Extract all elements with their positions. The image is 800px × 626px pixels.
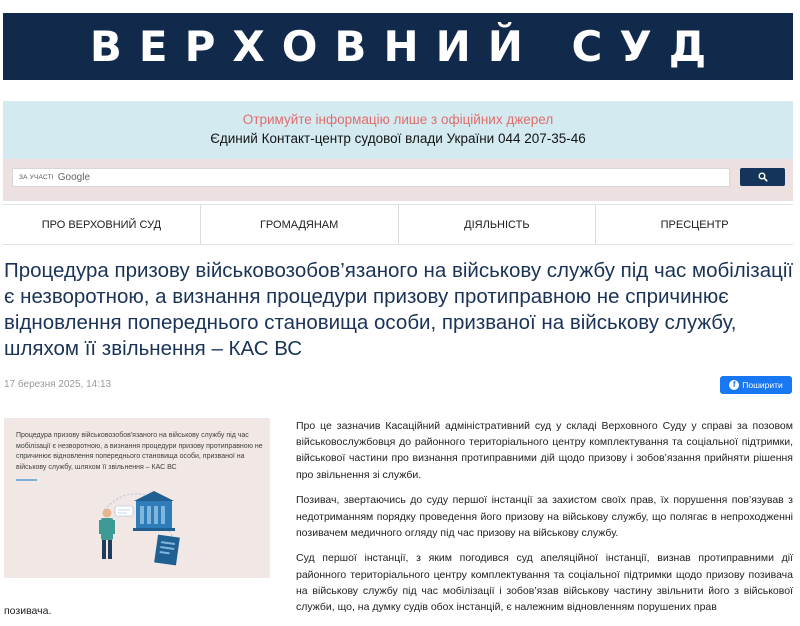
nav-item-citizens[interactable]: ГРОМАДЯНАМ — [200, 205, 398, 244]
article-body — [296, 418, 793, 625]
search-input[interactable] — [90, 169, 729, 186]
facebook-icon: f — [729, 380, 739, 390]
nav-item-press-center[interactable]: ПРЕСЦЕНТР — [595, 205, 793, 244]
search-bar — [3, 159, 793, 201]
article-paragraph-tail: позивача. — [4, 605, 52, 617]
article-paragraph: Про це зазначив Касаційний адміністративний суд у складі Верховного Суду у справі за позовом військовослужбовця до районного територіального центру комплектування та соціальної підтримки, військової частини про визнання протиправними дій щодо призову і зобов’язання прийняти рішення про звільнення зі служби. — [296, 420, 793, 481]
site-title: ВЕРХОВНИЙ СУД — [89, 22, 724, 71]
article-title: Процедура призову військовозобов’язаного на військову службу під час мобілізації є незворотною, а визнання процедури призову протиправною не спричинює відновлення попереднього становища особи, призваної на військову службу, шляхом її звільнення – КАС ВС — [4, 259, 794, 360]
search-button[interactable] — [740, 168, 785, 186]
image-caption: Процедура призову військовозобов'язаного на військову службу під час мобілізації є незворотною, а визнання процедури призову протиправною не спричинює відновлення попереднього становища особи, призваної на військову службу, шляхом її звільнення – КАС ВС — [16, 432, 263, 471]
main-nav — [3, 204, 793, 245]
search-box[interactable] — [12, 168, 730, 187]
soldier-illustration — [4, 418, 270, 578]
info-bar — [3, 101, 793, 159]
search-prefix: ЗА УЧАСТІ — [19, 174, 54, 181]
search-icon — [758, 172, 768, 182]
contact-center-text: Єдиний Контакт-центр судової влади України 044 207-35-46 — [210, 131, 586, 146]
article-paragraph: Позивач, звертаючись до суду першої інстанції за захистом своїх прав, їх порушення пов’язував з недотриманням порядку проведення його призову на військову службу, що полягає в непроходженні позивачем медичного огляду під час призову на військову службу. — [296, 494, 793, 539]
site-banner[interactable] — [3, 13, 793, 80]
nav-item-about[interactable]: ПРО ВЕРХОВНИЙ СУД — [41, 218, 162, 231]
share-label: Поширити — [742, 380, 783, 390]
google-logo: Google — [57, 172, 91, 183]
article-image — [4, 418, 270, 578]
facebook-share-button[interactable] — [720, 376, 792, 394]
nav-item-activity[interactable]: ДІЯЛЬНІСТЬ — [398, 205, 596, 244]
article-date: 17 березня 2025, 14:13 — [4, 379, 112, 390]
official-sources-warning: Отримуйте інформацію лише з офіційних джерел — [242, 112, 554, 127]
article-paragraph: Суд першої інстанції, з яким погодився суд апеляційної інстанції, визнав протиправними дії районного територіального центру комплектування та соціальної підтримки щодо призову позивача на військову службу під час мобілізації і зобов’язав військову частину звільнити його з військової служби, що, на думку судів обох інстанцій, є належним відновленням порушених прав — [296, 552, 793, 614]
